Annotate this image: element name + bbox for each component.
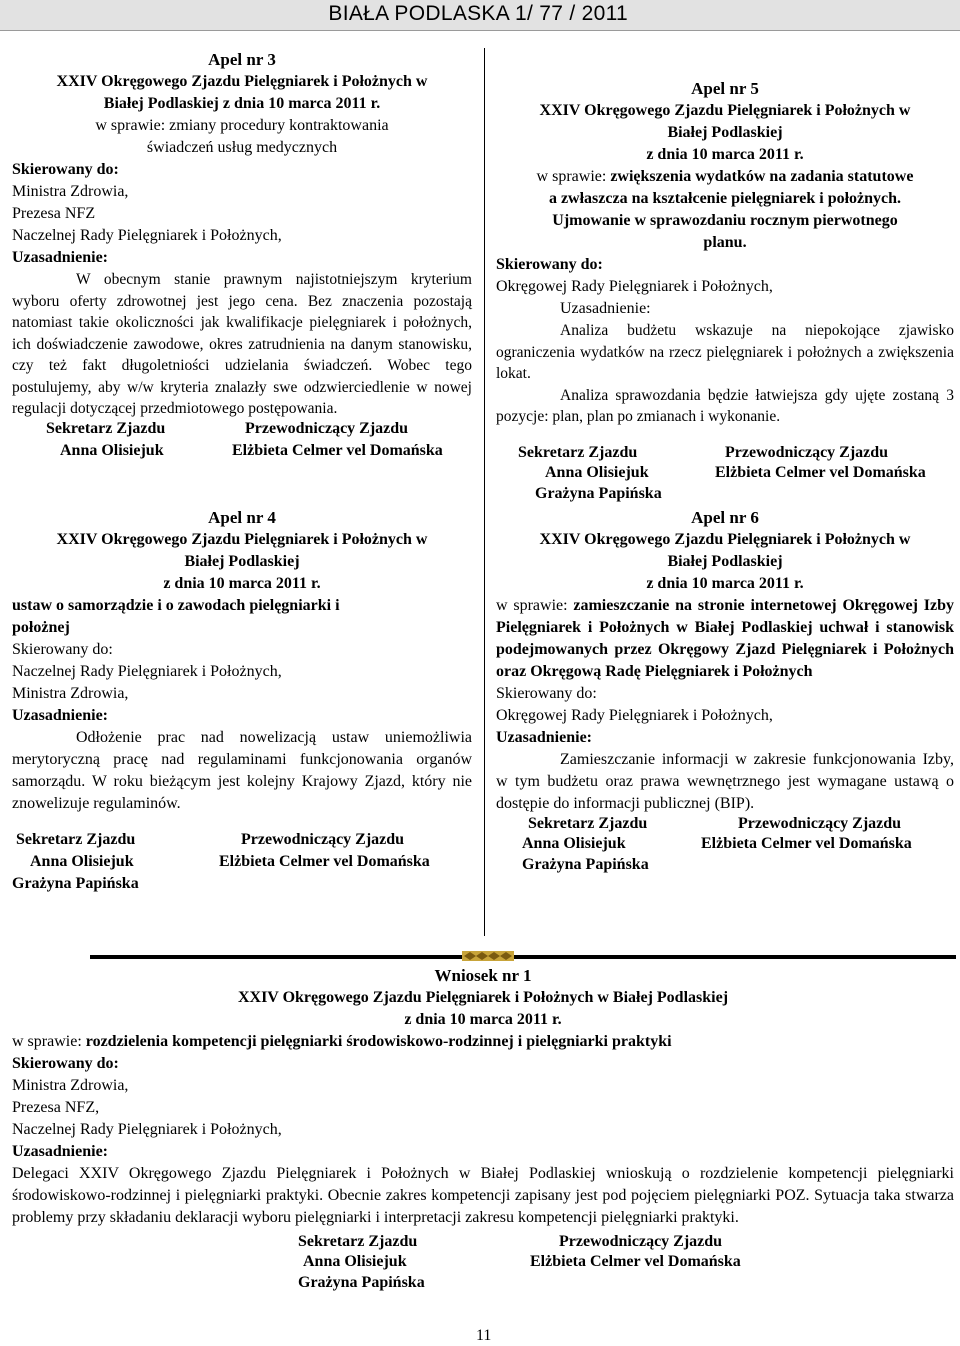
apel-6-recipient: Okręgowej Rady Pielęgniarek i Położnych, [496,707,773,724]
apel-5-body-1: Analiza budżetu wskazuje na niepokojące zjawisko ograniczenia wydatków na rzecz pielęgniarek i położnych a zwiększenia lokat. [496,322,954,382]
apel-4-subject: ustaw o samorządzie i o zawodach pielęgniarki i [12,597,340,614]
apel-4-signatures [12,831,472,897]
chair-name: Elżbieta Celmer vel Domańska [219,853,430,870]
apel-6-directed-label: Skierowany do: [496,685,597,702]
apel-5-heading-line-1: XXIV Okręgowego Zjazdu Pielęgniarek i Położnych w [539,102,911,119]
apel-5-heading-line-2: Białej Podlaskiej [667,124,783,141]
apel-3-recipient: Ministra Zdrowia, [12,183,129,200]
wniosek-1-heading-line-1: XXIV Okręgowego Zjazdu Pielęgniarek i Położnych w Białej Podlaskiej [237,989,729,1006]
apel-6-heading-line-2: Białej Podlaskiej [667,553,783,570]
apel-4-directed-label: Skierowany do: [12,641,113,658]
secretary-name: Anna Olisiejuk [545,463,649,481]
apel-4-title: Apel nr 4 [208,508,276,527]
secretary-label: Sekretarz Zjazdu [46,419,166,437]
secretary-label: Sekretarz Zjazdu [518,443,638,461]
apel-3-recipient: Prezesa NFZ [12,205,96,222]
apel-3-justification-label: Uzasadnienie: [12,249,108,266]
chair-label: Przewodniczący Zjazdu [241,831,405,848]
apel-5-subject-line-2: a zwłaszcza na kształcenie pielęgniarek i położnych. [548,190,902,207]
apel-3-heading-line-2: Białej Podlaskiej z dnia 10 marca 2011 r. [103,95,381,112]
secretary-name-2: Grażyna Papińska [535,484,662,502]
chair-label: Przewodniczący Zjazdu [559,1233,723,1250]
apel-5 [496,78,954,510]
apel-3 [12,49,472,466]
chair-label: Przewodniczący Zjazdu [725,443,889,461]
apel-6-subject: w sprawie: zamieszczanie na stronie internetowej Okręgowej Izby Pielęgniarek i Położnych w Białej Podlaskiej uchwał i stanowisk podejmowanych przez Okręgowy Zjazd Pielęgniarek i Położnych oraz Okręgową Radę Pielęgniarek i Położnych [496,597,955,680]
wniosek-1-directed-label: Skierowany do: [12,1055,119,1072]
apel-4-recipient: Naczelnej Rady Pielęgniarek i Położnych, [12,663,282,680]
wniosek-1-subject: w sprawie: rozdzielenia kompetencji pielęgniarki środowiskowo-rodzinnej i pielęgniarki praktyki [12,1033,672,1050]
secretary-name: Anna Olisiejuk [60,441,164,459]
apel-6-heading-line-1: XXIV Okręgowego Zjazdu Pielęgniarek i Położnych w [539,531,911,548]
apel-4-recipient: Ministra Zdrowia, [12,685,129,702]
apel-3-heading-line-1: XXIV Okręgowego Zjazdu Pielęgniarek i Położnych w [56,73,428,90]
chair-name: Elżbieta Celmer vel Domańska [530,1253,741,1270]
secretary-label: Sekretarz Zjazdu [16,831,136,848]
chair-name: Elżbieta Celmer vel Domańska [701,835,912,852]
apel-5-body-2: Analiza sprawozdania będzie łatwiejsza gdy ujęte zostaną 3 pozycje: plan, plan po zmianach i wykonanie. [496,386,954,425]
apel-6-heading-line-3: z dnia 10 marca 2011 r. [646,575,804,592]
apel-3-title: Apel nr 3 [208,50,276,69]
wniosek-1-recipient: Naczelnej Rady Pielęgniarek i Położnych, [12,1121,282,1138]
page-header [0,0,960,31]
apel-5-justification-label: Uzasadnienie: [560,300,651,317]
apel-4 [12,507,472,897]
secretary-label: Sekretarz Zjazdu [298,1233,418,1250]
divider-ornament-icon [462,948,514,964]
wniosek-1-recipient: Prezesa NFZ, [12,1099,100,1116]
apel-5-subject-line-4: planu. [703,234,747,251]
wniosek-1 [12,965,954,1299]
chair-name: Elżbieta Celmer vel Domańska [232,441,443,459]
apel-5-subject: w sprawie: zwiększenia wydatków na zadania statutowe [536,168,914,185]
apel-4-heading-line-3: z dnia 10 marca 2011 r. [163,575,321,592]
wniosek-1-title: Wniosek nr 1 [434,966,532,985]
apel-4-heading-line-2: Białej Podlaskiej [184,553,300,570]
page-number: 11 [476,1327,492,1344]
secretary-name: Anna Olisiejuk [522,835,626,852]
secretary-name-2: Grażyna Papińska [522,856,649,873]
wniosek-1-recipient: Ministra Zdrowia, [12,1077,129,1094]
apel-3-subject: w sprawie: zmiany procedury kontraktowania [95,117,389,134]
wniosek-1-signatures [12,1233,954,1299]
wniosek-1-justification-label: Uzasadnienie: [12,1143,108,1160]
apel-6-body: Zamieszczanie informacji w zakresie funkcjonowania Izby, w tym budżetu oraz prawa wewnętrznego jest wymagane ustawą o dostępie do informacji publicznej (BIP). [496,751,954,812]
chair-label: Przewodniczący Zjazdu [738,815,902,832]
apel-5-title: Apel nr 5 [691,79,759,98]
apel-4-justification-label: Uzasadnienie: [12,707,108,724]
header-title: BIAŁA PODLASKA 1/ 77 / 2011 [328,2,628,25]
apel-4-subject-line-2: położnej [12,619,70,636]
apel-5-directed-label: Skierowany do: [496,256,603,273]
apel-4-heading-line-1: XXIV Okręgowego Zjazdu Pielęgniarek i Położnych w [56,531,428,548]
apel-5-recipient: Okręgowej Rady Pielęgniarek i Położnych, [496,278,773,295]
apel-3-signatures [12,420,472,466]
apel-5-signatures [496,444,954,510]
secretary-name-2: Grażyna Papińska [12,875,139,892]
apel-3-directed-label: Skierowany do: [12,161,119,178]
column-divider [484,48,485,936]
apel-3-body: W obecnym stanie prawnym najistotniejszym kryterium wyboru oferty zdrowotnej jest jego cena. Bez znaczenia pozostają natomiast takie okoliczności jak kwalifikacje pielęgniarek i położnych, ich doświadczenie zawodowe, okres zatrudnienia na danym stanowisku, czy też fakt długoletniości udzielania świadczeń. Wobec tego postulujemy, aby w/w kryteria znalazły swe odzwierciedlenie w nowej regulacji dotyczącej przedmiotowego postępowania. [12,271,472,417]
secretary-label: Sekretarz Zjazdu [528,815,648,832]
apel-4-body: Odłożenie prac nad nowelizacją ustaw uniemożliwia merytoryczną pracę nad regulaminami funkcjonowania organów samorządu. W roku bieżącym jest kolejny Krajowy Zjazd, który nie znowelizuje regulaminów. [12,729,472,812]
apel-5-subject-line-3: Ujmowanie w sprawozdaniu rocznym pierwotnego [552,212,898,229]
wniosek-1-heading-line-2: z dnia 10 marca 2011 r. [404,1011,562,1028]
apel-6-justification-label: Uzasadnienie: [496,729,592,746]
apel-6-title: Apel nr 6 [691,508,759,527]
apel-3-subject-line-2: świadczeń usług medycznych [146,139,338,156]
secretary-name: Anna Olisiejuk [30,853,134,870]
apel-5-heading-line-3: z dnia 10 marca 2011 r. [646,146,804,163]
secretary-name-2: Grażyna Papińska [298,1274,425,1291]
chair-name: Elżbieta Celmer vel Domańska [715,463,926,481]
secretary-name: Anna Olisiejuk [303,1253,407,1270]
apel-6-signatures [496,815,954,881]
chair-label: Przewodniczący Zjazdu [245,419,409,437]
section-divider-rule [90,955,956,959]
apel-3-recipient: Naczelnej Rady Pielęgniarek i Położnych, [12,227,282,244]
wniosek-1-body: Delegaci XXIV Okręgowego Zjazdu Pielęgniarek i Położnych w Białej Podlaskiej wnioskują o rozdzielenie kompetencji pielęgniarki środowiskowo-rodzinnej i pielęgniarki praktyki. Obecnie zakres kompetencji zapisany jest pod pojęciem pielęgniarki POZ. Sytuacja taka stwarza problemy przy składaniu deklaracji wyboru pielęgniarki i interpretacji zakresu kompetencji pielęgniarki praktyki. [12,1165,954,1226]
apel-6 [496,507,954,881]
